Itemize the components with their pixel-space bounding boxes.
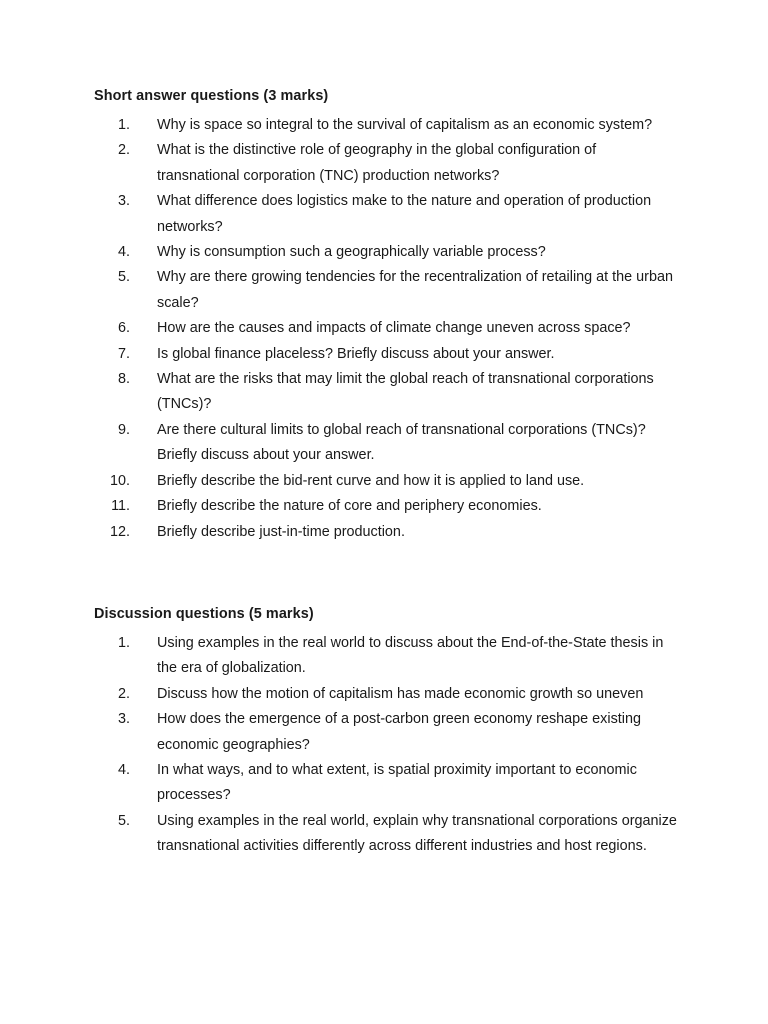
question-text: What is the distinctive role of geography in the global configuration of transnational corporation (TNC) production networks? xyxy=(157,142,597,184)
discussion-heading: Discussion questions (5 marks) xyxy=(94,606,314,622)
short-answer-item-10 xyxy=(94,469,694,494)
question-number: 1. xyxy=(117,117,130,133)
question-number: 2. xyxy=(117,142,130,159)
question-text: How are the causes and impacts of climate change uneven across space? xyxy=(157,320,631,337)
question-number: 3. xyxy=(117,193,130,210)
short-answer-item-12 xyxy=(94,520,694,545)
question-text: Using examples in the real world, explain why transnational corporations organize transnational activities differently across different industries and host regions. xyxy=(157,812,677,855)
question-number: 1. xyxy=(117,635,130,651)
short-answer-item-2 xyxy=(94,138,694,189)
discussion-item-4 xyxy=(94,758,694,809)
short-answer-item-9 xyxy=(94,418,694,469)
question-text: Is global finance placeless? Briefly discuss about your answer. xyxy=(157,345,555,362)
question-number: 9. xyxy=(117,421,130,438)
question-number: 4. xyxy=(117,244,130,261)
question-number: 11. xyxy=(111,498,130,515)
discussion-list xyxy=(94,631,694,860)
short-answer-item-5 xyxy=(94,265,694,316)
discussion-section xyxy=(94,604,694,860)
question-text: Briefly describe the nature of core and periphery economies. xyxy=(157,498,542,515)
question-number: 5. xyxy=(117,812,130,829)
short-answer-heading: Short answer questions (3 marks) xyxy=(94,88,329,104)
discussion-item-3 xyxy=(94,707,694,758)
discussion-item-5 xyxy=(94,809,694,860)
short-answer-item-1 xyxy=(94,113,694,138)
short-answer-item-3 xyxy=(94,189,694,240)
question-text: What difference does logistics make to the nature and operation of production networks? xyxy=(157,193,652,235)
question-text: In what ways, and to what extent, is spatial proximity important to economic processes? xyxy=(157,762,637,804)
question-number: 5. xyxy=(117,269,130,286)
discussion-item-2 xyxy=(94,682,694,707)
question-text: Are there cultural limits to global reach of transnational corporations (TNCs)? Briefly discuss about your answer. xyxy=(157,421,646,464)
short-answer-item-4 xyxy=(94,240,694,265)
question-text: Why are there growing tendencies for the recentralization of retailing at the urban scale? xyxy=(157,269,673,311)
short-answer-section xyxy=(94,86,694,545)
short-answer-item-6 xyxy=(94,316,694,341)
discussion-item-1 xyxy=(94,631,694,682)
question-number: 7. xyxy=(117,345,130,362)
question-text: Briefly describe the bid-rent curve and how it is applied to land use. xyxy=(157,472,585,489)
question-number: 10. xyxy=(109,472,130,489)
short-answer-item-7 xyxy=(94,342,694,367)
question-number: 12. xyxy=(109,523,130,540)
question-number: 8. xyxy=(117,371,130,388)
question-text: Discuss how the motion of capitalism has made economic growth so uneven xyxy=(157,685,644,702)
question-text: Why is space so integral to the survival of capitalism as an economic system? xyxy=(157,117,653,133)
short-answer-item-8 xyxy=(94,367,694,418)
question-text: Using examples in the real world to discuss about the End-of-the-State thesis in the era of globalization. xyxy=(157,635,664,677)
question-number: 6. xyxy=(117,320,130,337)
question-text: How does the emergence of a post-carbon green economy reshape existing economic geographies? xyxy=(157,711,641,753)
question-text: Why is consumption such a geographically variable process? xyxy=(157,244,546,261)
question-number: 4. xyxy=(117,762,130,779)
question-text: What are the risks that may limit the global reach of transnational corporations (TNCs)? xyxy=(157,371,654,413)
question-text: Briefly describe just-in-time production. xyxy=(157,523,405,540)
question-number: 3. xyxy=(117,711,130,728)
question-number: 2. xyxy=(117,685,130,702)
short-answer-item-11 xyxy=(94,494,694,519)
short-answer-list xyxy=(94,113,694,545)
